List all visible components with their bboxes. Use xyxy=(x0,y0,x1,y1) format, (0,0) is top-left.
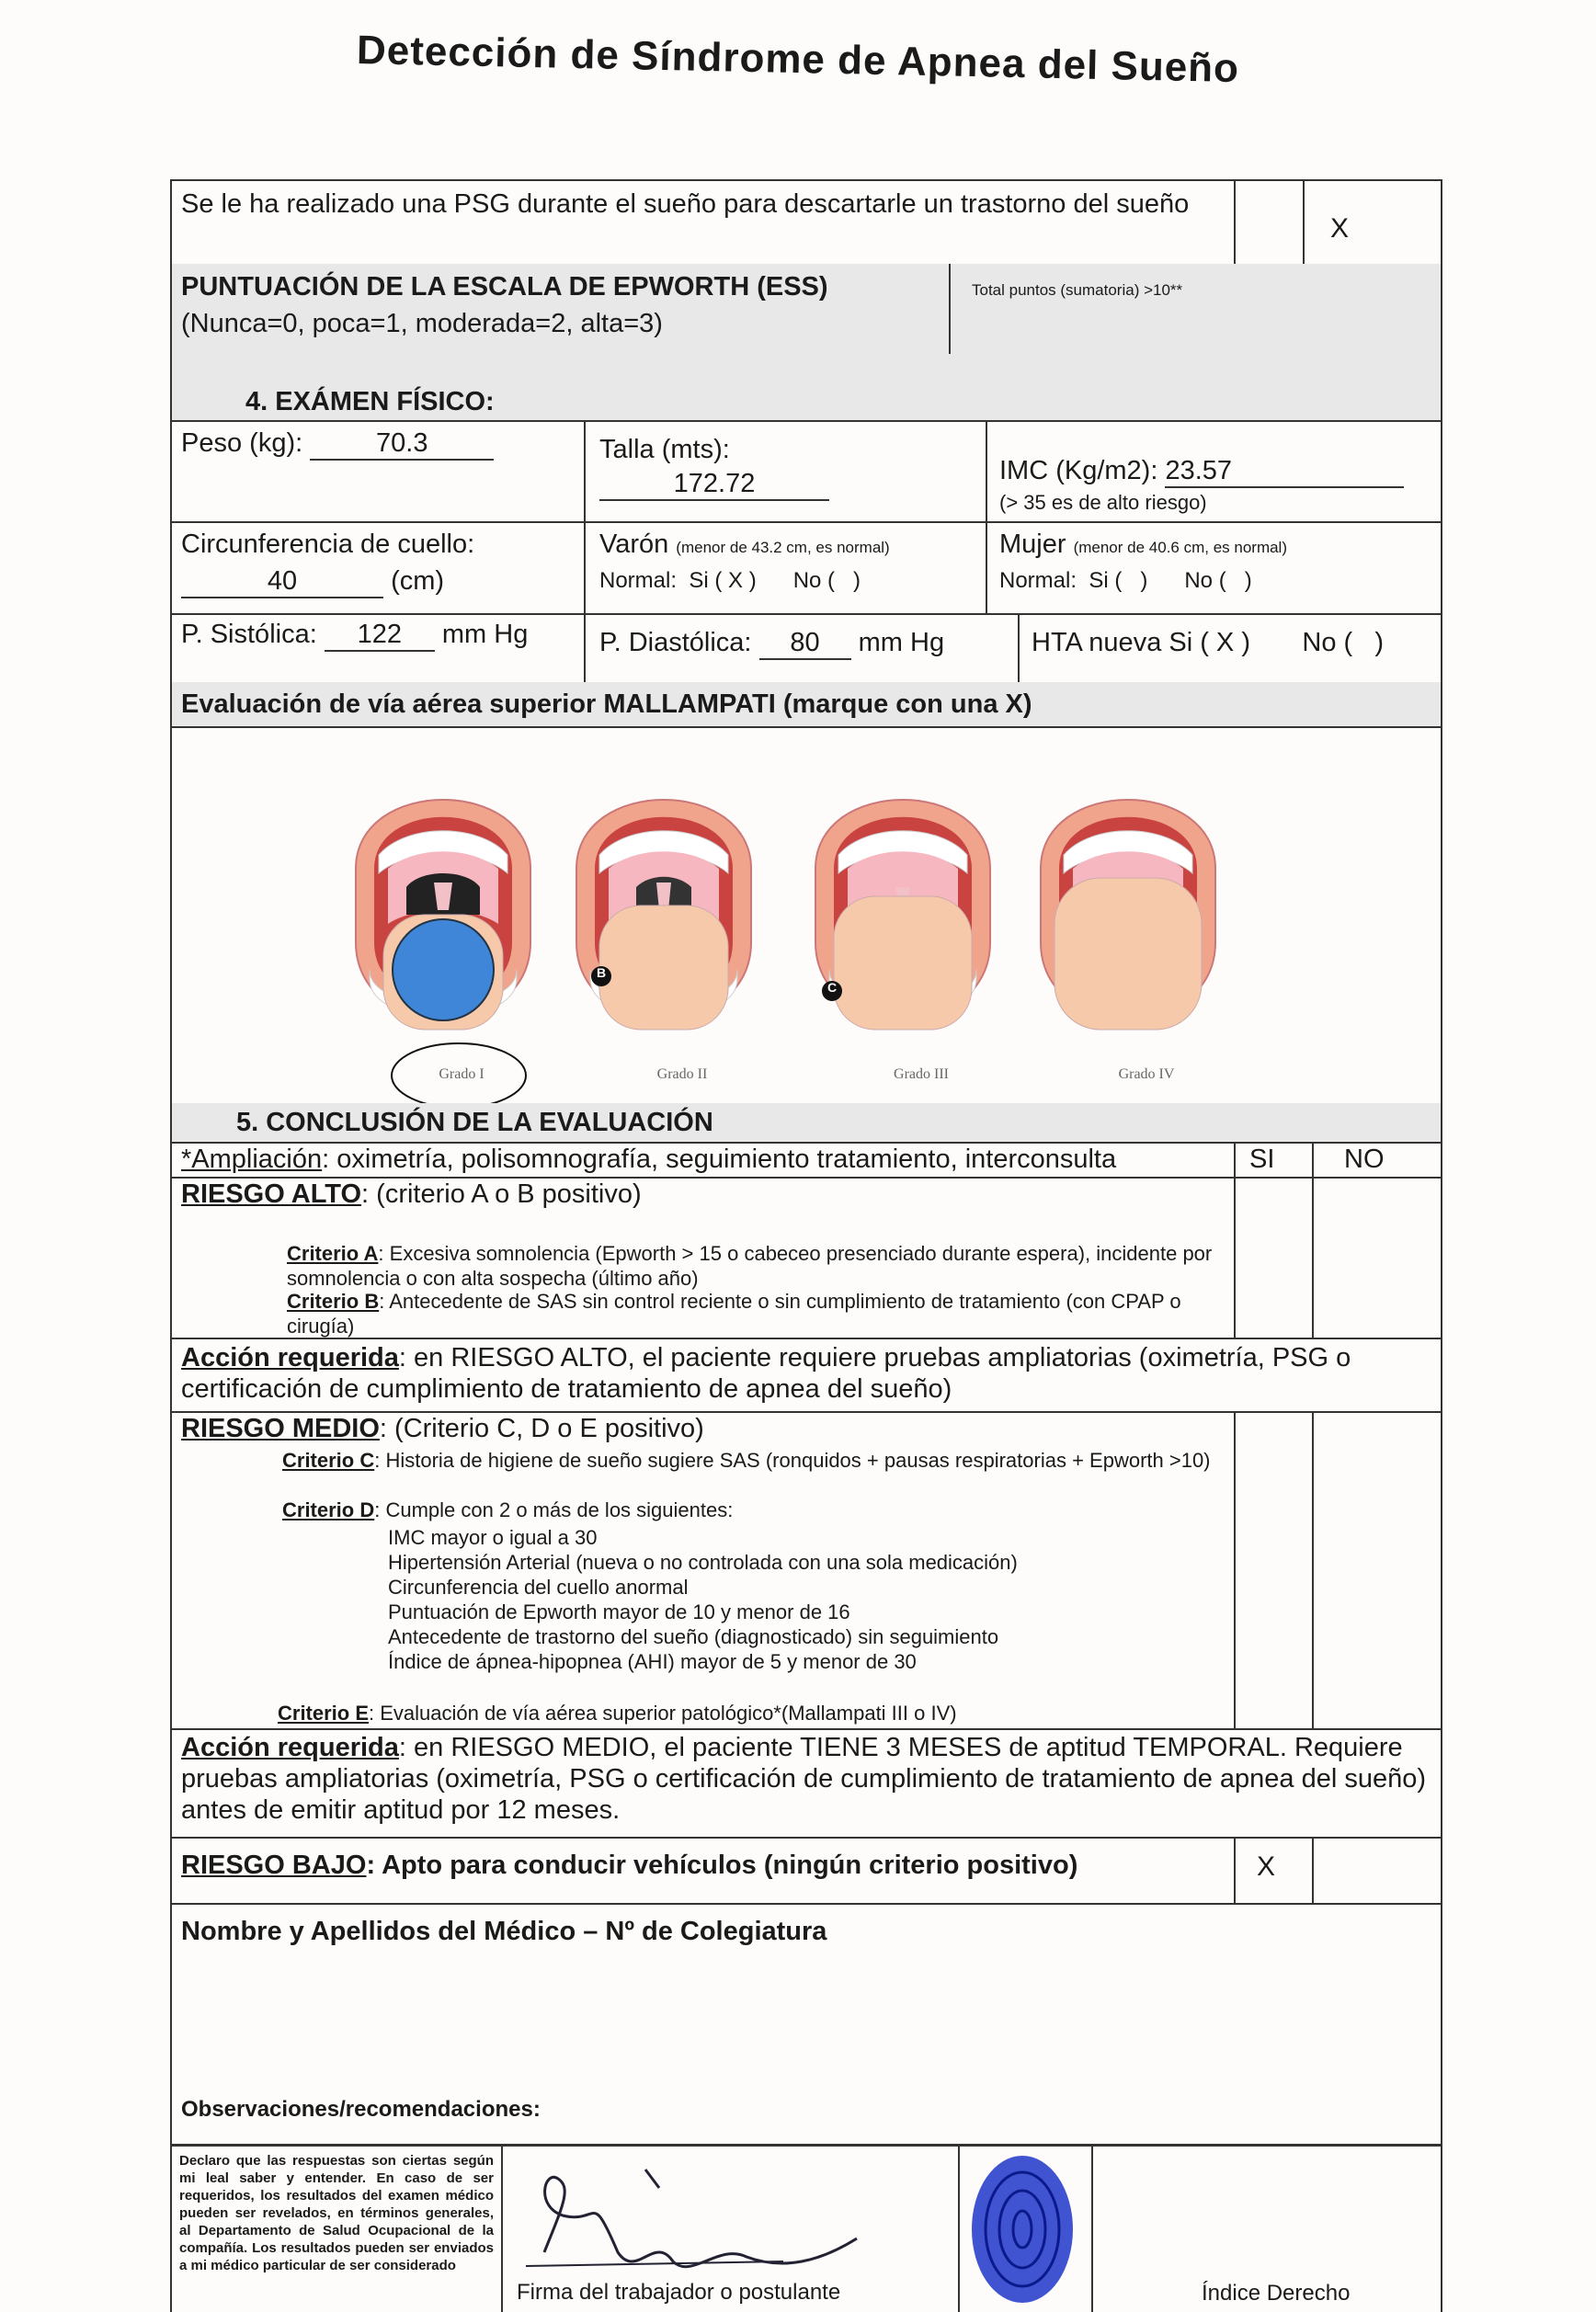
psg-row xyxy=(172,181,1441,266)
varon-note: (menor de 43.2 cm, es normal) xyxy=(676,539,890,556)
cuello-value[interactable]: 40 xyxy=(181,565,383,598)
criterio-d-item: IMC mayor o igual a 30 xyxy=(388,1526,598,1549)
riesgo-alto-row xyxy=(172,1177,1441,1339)
cuello-label: Circunferencia de cuello: xyxy=(181,530,475,559)
riesgo-medio-row xyxy=(172,1411,1441,1730)
criterio-d-text: : Cumple con 2 o más de los siguientes: xyxy=(374,1498,734,1521)
riesgo-medio-text: : (Criterio C, D o E positivo) xyxy=(379,1414,704,1443)
hta-field[interactable]: HTA nueva Si ( X ) No ( ) xyxy=(1032,628,1385,657)
criterio-d-item: Circunferencia del cuello anormal xyxy=(388,1576,689,1599)
epworth-row xyxy=(172,264,1441,356)
varon-normal[interactable]: Normal: Si ( X ) No ( ) xyxy=(599,568,861,593)
mallampati-svg xyxy=(172,726,1441,1103)
diastolica-label: P. Diastólica: xyxy=(599,628,752,657)
grade-2-label[interactable]: Grado II xyxy=(656,1066,708,1082)
criterio-d-item: Hipertensión Arterial (nueva o no controlada con una sola medicación) xyxy=(388,1551,1018,1574)
document-title: Detección de Síndrome de Apnea del Sueño xyxy=(356,27,1240,92)
accion-medio-text: : en RIESGO MEDIO, el paciente TIENE 3 MESES de aptitud TEMPORAL. Requiere pruebas ampliatorias (oximetría, PSG o certificación de cumplimiento de tratamiento de apnea del sueño) antes de emitir aptitud por 12 meses. xyxy=(181,1733,1427,1825)
criterio-b-label: Criterio B xyxy=(287,1290,380,1313)
talla-value[interactable]: 172.72 xyxy=(599,468,829,501)
mallampati-heading: Evaluación de vía aérea superior MALLAMPATI (marque con una X) xyxy=(181,689,1032,719)
letter-marker-b: B xyxy=(596,965,607,980)
peso-value[interactable]: 70.3 xyxy=(310,427,494,461)
si-header: SI xyxy=(1249,1145,1275,1174)
psg-question: Se le ha realizado una PSG durante el sueño para descartarle un trastorno del sueño xyxy=(181,189,1190,219)
riesgo-bajo-field xyxy=(181,1850,1077,1881)
riesgo-bajo-label: RIESGO BAJO xyxy=(181,1851,367,1880)
imc-note: (> 35 es de alto riesgo) xyxy=(999,491,1207,514)
imc-label: IMC (Kg/m2): xyxy=(999,456,1158,485)
criterio-d-list xyxy=(388,1525,1018,1674)
criterio-a-label: Criterio A xyxy=(287,1242,379,1265)
sistolica-label: P. Sistólica: xyxy=(181,620,317,649)
conclusion-heading-row xyxy=(172,1103,1441,1144)
ampliacion-field xyxy=(181,1144,1116,1175)
conclusion-heading: 5. CONCLUSIÓN DE LA EVALUACIÓN xyxy=(236,1108,713,1137)
ampliacion-text: : oximetría, polisomnografía, seguimiento tratamiento, interconsulta xyxy=(322,1145,1117,1174)
grade-3-label[interactable]: Grado III xyxy=(894,1066,949,1082)
riesgo-medio-field xyxy=(181,1413,704,1444)
riesgo-alto-field xyxy=(181,1179,642,1210)
criterio-d-item: Puntuación de Epworth mayor de 10 y menor de 16 xyxy=(388,1600,850,1623)
psg-answer-mark[interactable]: X xyxy=(1330,213,1350,244)
mallampati-grade-3-figure xyxy=(815,800,990,1030)
no-header: NO xyxy=(1344,1145,1385,1174)
varon-label: Varón xyxy=(599,530,669,559)
grade-4-label[interactable]: Grado IV xyxy=(1118,1066,1175,1082)
declaration-text: Declaro que las respuestas son ciertas según mi leal saber y entender. En caso de ser requeridos, los resultados del examen médico pueden ser revelados, en términos generales, al Departamento de Salud Ocupacional de la compañía. Los resultados pueden ser enviados a mi médico particular de ser considerado xyxy=(172,2147,503,2312)
criterio-b-text: : Antecedente de SAS sin control reciente o sin cumplimiento de tratamiento (con CPAP o cirugía) xyxy=(287,1290,1181,1338)
criterio-c-text: : Historia de higiene de sueño sugiere SAS (ronquidos + pausas respiratorias + Epworth >10) xyxy=(374,1449,1211,1472)
fingerprint-mark xyxy=(963,2147,1082,2312)
criterio-d-label: Criterio D xyxy=(282,1498,375,1521)
riesgo-alto-label: RIESGO ALTO xyxy=(181,1179,362,1209)
varon-field xyxy=(599,529,890,560)
riesgo-medio-label: RIESGO MEDIO xyxy=(181,1414,380,1443)
criterio-e xyxy=(278,1701,957,1725)
criterio-e-text: : Evaluación de vía aérea superior patológico*(Mallampati III o IV) xyxy=(369,1702,957,1725)
epworth-scale: (Nunca=0, poca=1, moderada=2, alta=3) xyxy=(181,309,663,338)
sistolica-unit: mm Hg xyxy=(441,620,529,649)
epworth-total-label: Total puntos (sumatoria) >10** xyxy=(972,281,1183,299)
exam-heading: 4. EXÁMEN FÍSICO: xyxy=(245,387,495,416)
criterio-d-item: Antecedente de trastorno del sueño (diagnosticado) sin seguimiento xyxy=(388,1625,999,1648)
observaciones-label: Observaciones/recomendaciones: xyxy=(181,2097,541,2122)
riesgo-alto-text: : (criterio A o B positivo) xyxy=(361,1179,642,1209)
pressure-row xyxy=(172,613,1441,684)
epworth-title: PUNTUACIÓN DE LA ESCALA DE EPWORTH (ESS) xyxy=(181,272,828,302)
imc-value[interactable]: 23.57 xyxy=(1165,455,1404,488)
cuello-field xyxy=(181,565,444,598)
sistolica-value[interactable]: 122 xyxy=(325,619,435,652)
diastolica-unit: mm Hg xyxy=(858,628,945,657)
spacer-row xyxy=(172,354,1441,383)
accion-medio xyxy=(181,1732,1431,1826)
exam-heading-row xyxy=(172,382,1441,422)
mujer-normal[interactable]: Normal: Si ( ) No ( ) xyxy=(999,568,1252,593)
cuello-unit: (cm) xyxy=(391,566,445,596)
accion-alto xyxy=(181,1342,1431,1405)
selection-mark-circle xyxy=(393,919,494,1020)
criterio-a-text: : Excesiva somnolencia (Epworth > 15 o cabeceo presenciado durante espera), incidente por somnolencia o con alta sospecha (último año) xyxy=(287,1242,1213,1290)
indice-derecho-label: Índice Derecho xyxy=(1202,2281,1351,2306)
criterio-d xyxy=(282,1498,733,1522)
peso-label: Peso (kg): xyxy=(181,428,303,458)
diastolica-value[interactable]: 80 xyxy=(759,627,851,660)
criterio-d-item: Índice de ápnea-hipopnea (AHI) mayor de 5 y menor de 30 xyxy=(388,1650,917,1673)
accion-alto-row xyxy=(172,1338,1441,1413)
mallampati-grade-4-figure xyxy=(1041,800,1215,1030)
riesgo-bajo-row xyxy=(172,1837,1441,1905)
mallampati-grade-2-figure xyxy=(576,800,751,1030)
criterio-c xyxy=(282,1448,1220,1473)
letter-marker-c: C xyxy=(826,980,838,995)
medico-label: Nombre y Apellidos del Médico – Nº de Colegiatura xyxy=(181,1917,827,1946)
signature-section xyxy=(170,2145,1442,2312)
mujer-field xyxy=(999,529,1287,560)
talla-label: Talla (mts): xyxy=(599,435,730,464)
criterio-e-label: Criterio E xyxy=(278,1702,370,1725)
diastolica-field xyxy=(599,627,944,660)
apnea-form xyxy=(170,179,1442,2146)
mujer-note: (menor de 40.6 cm, es normal) xyxy=(1073,539,1287,556)
criterio-c-label: Criterio C xyxy=(282,1449,375,1472)
criterio-a xyxy=(287,1241,1215,1291)
mallampati-heading-row xyxy=(172,682,1441,728)
accion-alto-text: : en RIESGO ALTO, el paciente requiere pruebas ampliatorias (oximetría, PSG o certificación de cumplimiento de tratamiento de apnea del sueño) xyxy=(181,1343,1351,1404)
ampliacion-label: *Ampliación xyxy=(181,1145,323,1174)
firma-label: Firma del trabajador o postulante xyxy=(517,2280,841,2305)
accion-medio-label: Acción requerida xyxy=(181,1733,399,1762)
mallampati-grade-1-figure xyxy=(356,800,530,1030)
criterio-b xyxy=(287,1289,1215,1338)
medico-row xyxy=(172,1903,1441,2142)
riesgo-bajo-text: : Apto para conducir vehículos (ningún criterio positivo) xyxy=(366,1851,1078,1880)
mujer-label: Mujer xyxy=(999,530,1066,559)
peso-field xyxy=(181,427,494,461)
sistolica-field xyxy=(181,619,576,652)
riesgo-bajo-mark[interactable]: X xyxy=(1257,1851,1276,1882)
grade-1-label[interactable]: Grado I xyxy=(439,1066,484,1082)
weight-row xyxy=(172,420,1441,523)
accion-alto-label: Acción requerida xyxy=(181,1343,399,1372)
accion-medio-row xyxy=(172,1728,1441,1839)
mallampati-figures xyxy=(172,726,1441,1105)
imc-field xyxy=(999,455,1404,488)
neck-row xyxy=(172,521,1441,615)
ampliacion-row xyxy=(172,1142,1441,1179)
